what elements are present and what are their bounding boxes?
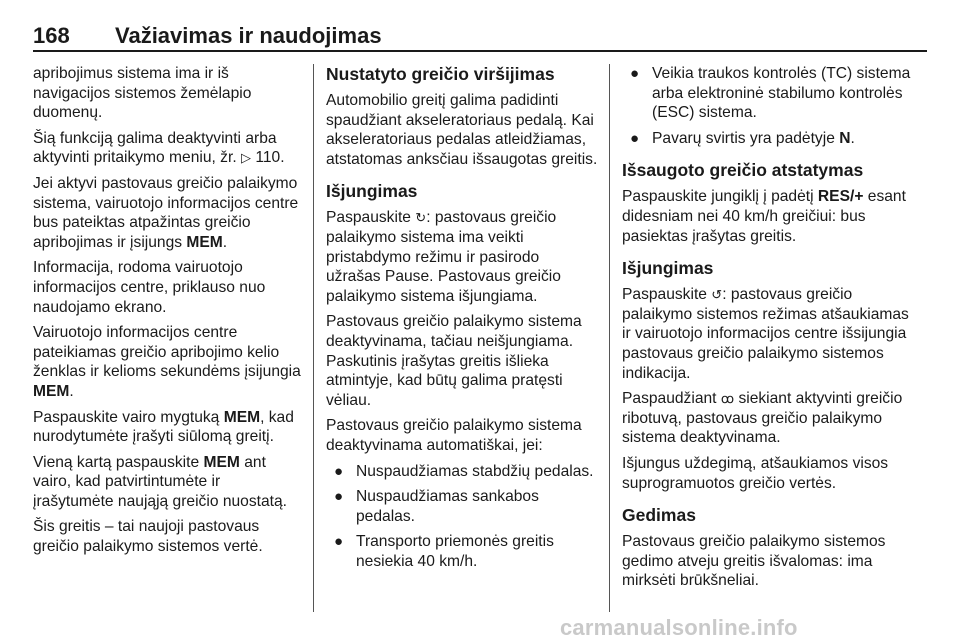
section-heading: Gedimas [622, 505, 696, 526]
column-divider-2 [609, 64, 610, 612]
paragraph: Paspauskite jungiklį į padėtį RES/+ esant didesniam nei 40 km/h greičiui: bus pasiektas įrašytas greitis. [622, 188, 906, 245]
res-label: RES/+ [817, 188, 864, 206]
paragraph: Jei aktyvi pastovaus greičio palaikymo sistema, vairuotojo informacijos centre bus pateiktas atpažintas greičio apribojimas ir įsijungs MEM. [33, 174, 299, 251]
column-1 [33, 64, 301, 563]
paragraph: Paspauskite vairo mygtuką MEM, kad nurodytumėte įrašyti siūlomą greitį. [33, 408, 294, 446]
paragraph: Išjungus uždegimą, atšaukiamos visos suprogramuotos greičio vertės. [622, 454, 889, 492]
column-2 [326, 64, 598, 577]
paragraph: Pastovaus greičio palaikymo sistemos gedimo atveju greitis išvalomas: ima mirksėti brūkšneliai. [622, 533, 886, 590]
list-item: ● Nuspaudžiamas stabdžių pedalas. [334, 462, 594, 480]
paragraph: Vairuotojo informacijos centre pateikiamas greičio apribojimo kelio ženklas ir kelioms sekundėms įsijungia MEM. [33, 324, 301, 400]
page-reference-link[interactable]: 110. [255, 149, 285, 167]
cruise-off-icon: ↺ [711, 287, 723, 303]
list-item: ● Pavarų svirtis yra padėtyje N. [630, 129, 855, 147]
condition-list [326, 462, 598, 572]
page-title: Važiavimas ir naudojimas [115, 23, 382, 48]
paragraph: Paspaudžiant ꝏ siekiant aktyvinti greičio ribotuvą, pastovaus greičio palaikymo sistema deaktyvinama. [622, 390, 903, 447]
paragraph: Paspauskite ↻: pastovaus greičio palaikymo sistema ima veikti pristabdymo režimu ir pasirodo užrašas Pause. Pastovaus greičio palaikymo sistema išjungiama. [326, 209, 561, 305]
mem-label: MEM [203, 453, 240, 471]
paragraph: Informacija, rodoma vairuotojo informacijos centre, priklauso nuo naudojamo ekrano. [33, 259, 266, 316]
column-divider-1 [313, 64, 314, 612]
paragraph: Pastovaus greičio palaikymo sistema deaktyvinama automatiškai, jei: [326, 417, 582, 454]
section-heading: Nustatyto greičio viršijimas [326, 64, 555, 84]
bullet-icon: ● [334, 488, 344, 506]
paragraph: Automobilio greitį galima padidinti spaudžiant akseleratoriaus pedalą. Kai akseleratoriaus pedalas atleidžiamas, atstatomas anksčiau išsaugotas greitis. [326, 92, 598, 168]
gear-n-label: N [839, 129, 851, 147]
reference-arrow-icon: ▷ [241, 150, 251, 166]
bullet-icon: ● [630, 65, 640, 82]
mem-label: MEM [223, 408, 261, 426]
list-item: ● Transporto priemonės greitis nesiekia 40 km/h. [334, 533, 554, 570]
page-number: 168 [33, 23, 70, 48]
list-item: ● Nuspaudžiamas sankabos pedalas. [334, 488, 539, 525]
page-header [33, 20, 927, 52]
bullet-icon: ● [334, 533, 344, 551]
cruise-pause-icon: ↻ [415, 210, 427, 226]
paragraph: Šią funkciją galima deaktyvinti arba aktyvinti pritaikymo meniu, žr. ▷ 110. [33, 129, 285, 167]
column-3 [622, 64, 918, 597]
paragraph: Paspauskite ↺: pastovaus greičio palaikymo sistemos režimas atšaukiamas ir vairuotojo informacijos centre išsijungia pastovaus greičio palaikymo sistemos indikacija. [622, 286, 909, 382]
header-rule [33, 50, 927, 52]
paragraph: apribojimus sistema ima ir iš navigacijos sistemos žemėlapio duomenų. [33, 65, 252, 122]
paragraph: Pastovaus greičio palaikymo sistema deaktyvinama, tačiau neišjungiama. Paskutinis įrašytas greitis išlieka atmintyje, kad būtų galima pratęsti vėliau. [326, 313, 582, 409]
section-heading: Išjungimas [326, 181, 418, 202]
bullet-icon: ● [630, 129, 640, 147]
speed-limiter-icon: ꝏ [720, 391, 735, 407]
mem-label: MEM [186, 233, 223, 251]
condition-list [622, 64, 918, 148]
paragraph: Vieną kartą paspauskite MEM ant vairo, kad patvirtintumėte ir įrašytumėte naująją greičio nuostatą. [33, 453, 287, 510]
paragraph: Šis greitis – tai naujoji pastovaus greičio palaikymo sistemos vertė. [33, 518, 263, 556]
section-heading: Išjungimas [622, 258, 714, 279]
list-item: ● Veikia traukos kontrolės (TC) sistema arba elektroninė stabilumo kontrolės (ESC) sistema. [630, 65, 911, 122]
watermark: carmanualsonline.info [560, 615, 798, 640]
section-heading: Išsaugoto greičio atstatymas [622, 160, 864, 181]
mem-label: MEM [33, 382, 70, 400]
bullet-icon: ● [334, 462, 344, 480]
